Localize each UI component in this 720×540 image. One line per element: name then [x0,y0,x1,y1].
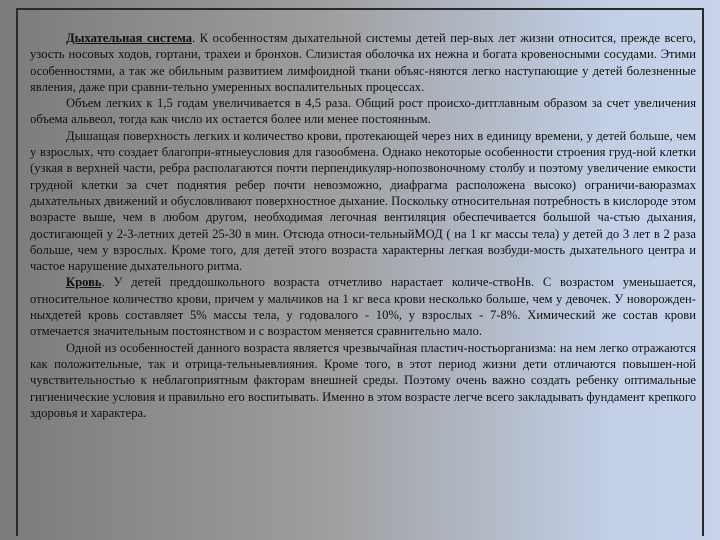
paragraph-plasticity: Одной из особенностей данного возраста является чрезвычайная пластич-ностьорганизма: на нем легко отражаются как положительные, так и отрица-тельныевлияния. Кроме того, в этот период жизни дети отличаются повышен-ной чувствительностью к неблагоприятным факторам внешней среды. Поэтому очень важно создать ребенку оптимальные гигиенические условия и правильно его воспитывать. Именно в этом возрасте легче всего закладывать фундамент крепкого здоровья и характера. [30,340,696,420]
paragraph-breathing-surface: Дышащая поверхность легких и количество крови, протекающей через них в единицу времени, у детей больше, чем у взрослых, что создает благопри-ятныеусловия для газообмена. Однако некоторые особенности строения груд-ной клетки (узкая в верхней части, ребра располагаются почти перпендикуляр-нопозвоночному столбу и поэтому увеличение емкости грудной клетки за счет поднятия ребер почти невозможно, диафрагма расположена высоко) ограничи-ваюразмах дыхательных движений и обусловливают поверхностное дыхание. Поскольку относительная потребность в кислороде этом возрасте выше, чем в любом другом, необходимая легочная вентиляция обеспечивается большой ча-стью дыхания, достигающей у 2-3-летних детей 25-30 в мин. Отсюда относи-тельныйМОД ( на 1 кг массы тела) у детей до 3 лет в 2 раза больше, чем у взрослых. Кроме того, для детей этого возраста характерны легкая возбуди-мость дыхательного центра и частое нарушение дыхательного ритма. [30,128,696,274]
paragraph-lung-volume: Объем легких к 1,5 годам увеличивается в 4,5 раза. Общий рост происхо-дитглавным образом за счет увеличения объема альвеол, тогда как число их остается более или менее постоянным. [30,96,696,127]
paragraph-blood: Кровь. У детей преддошкольного возраста отчетливо нарастает количе-ствоHв. С возрастом уменьшается, относительное количество крови, причем у мальчиков на 1 кг веса крови несколько больше, чем у девочек. У новорожден-ныхдетей кровь составляет 5% массы тела, у годовалого - 10%, у взрослых - 7-8%. Химический же состав крови отмечается значительным постоянством и с возрастом меняется сравнительно мало. [30,275,696,339]
document-text [30,30,696,421]
term-respiratory-system: Дыхательная система [66,31,192,45]
paragraph-respiratory: Дыхательная система. К особенностям дыхательной системы детей пер-вых лет жизни относится, прежде всего, узость носовых ходов, гортани, трахеи и бронхов. Слизистая оболочка их нежна и богата кровеносными сосудами. Этими особенностями, а так же обильным развитием лимфоидной ткани объяс-няются легко наступающие у детей болезненные явления, даже при сравни-тельно умеренных воспалительных процессах. [30,31,696,94]
term-blood: Кровь [66,275,102,290]
